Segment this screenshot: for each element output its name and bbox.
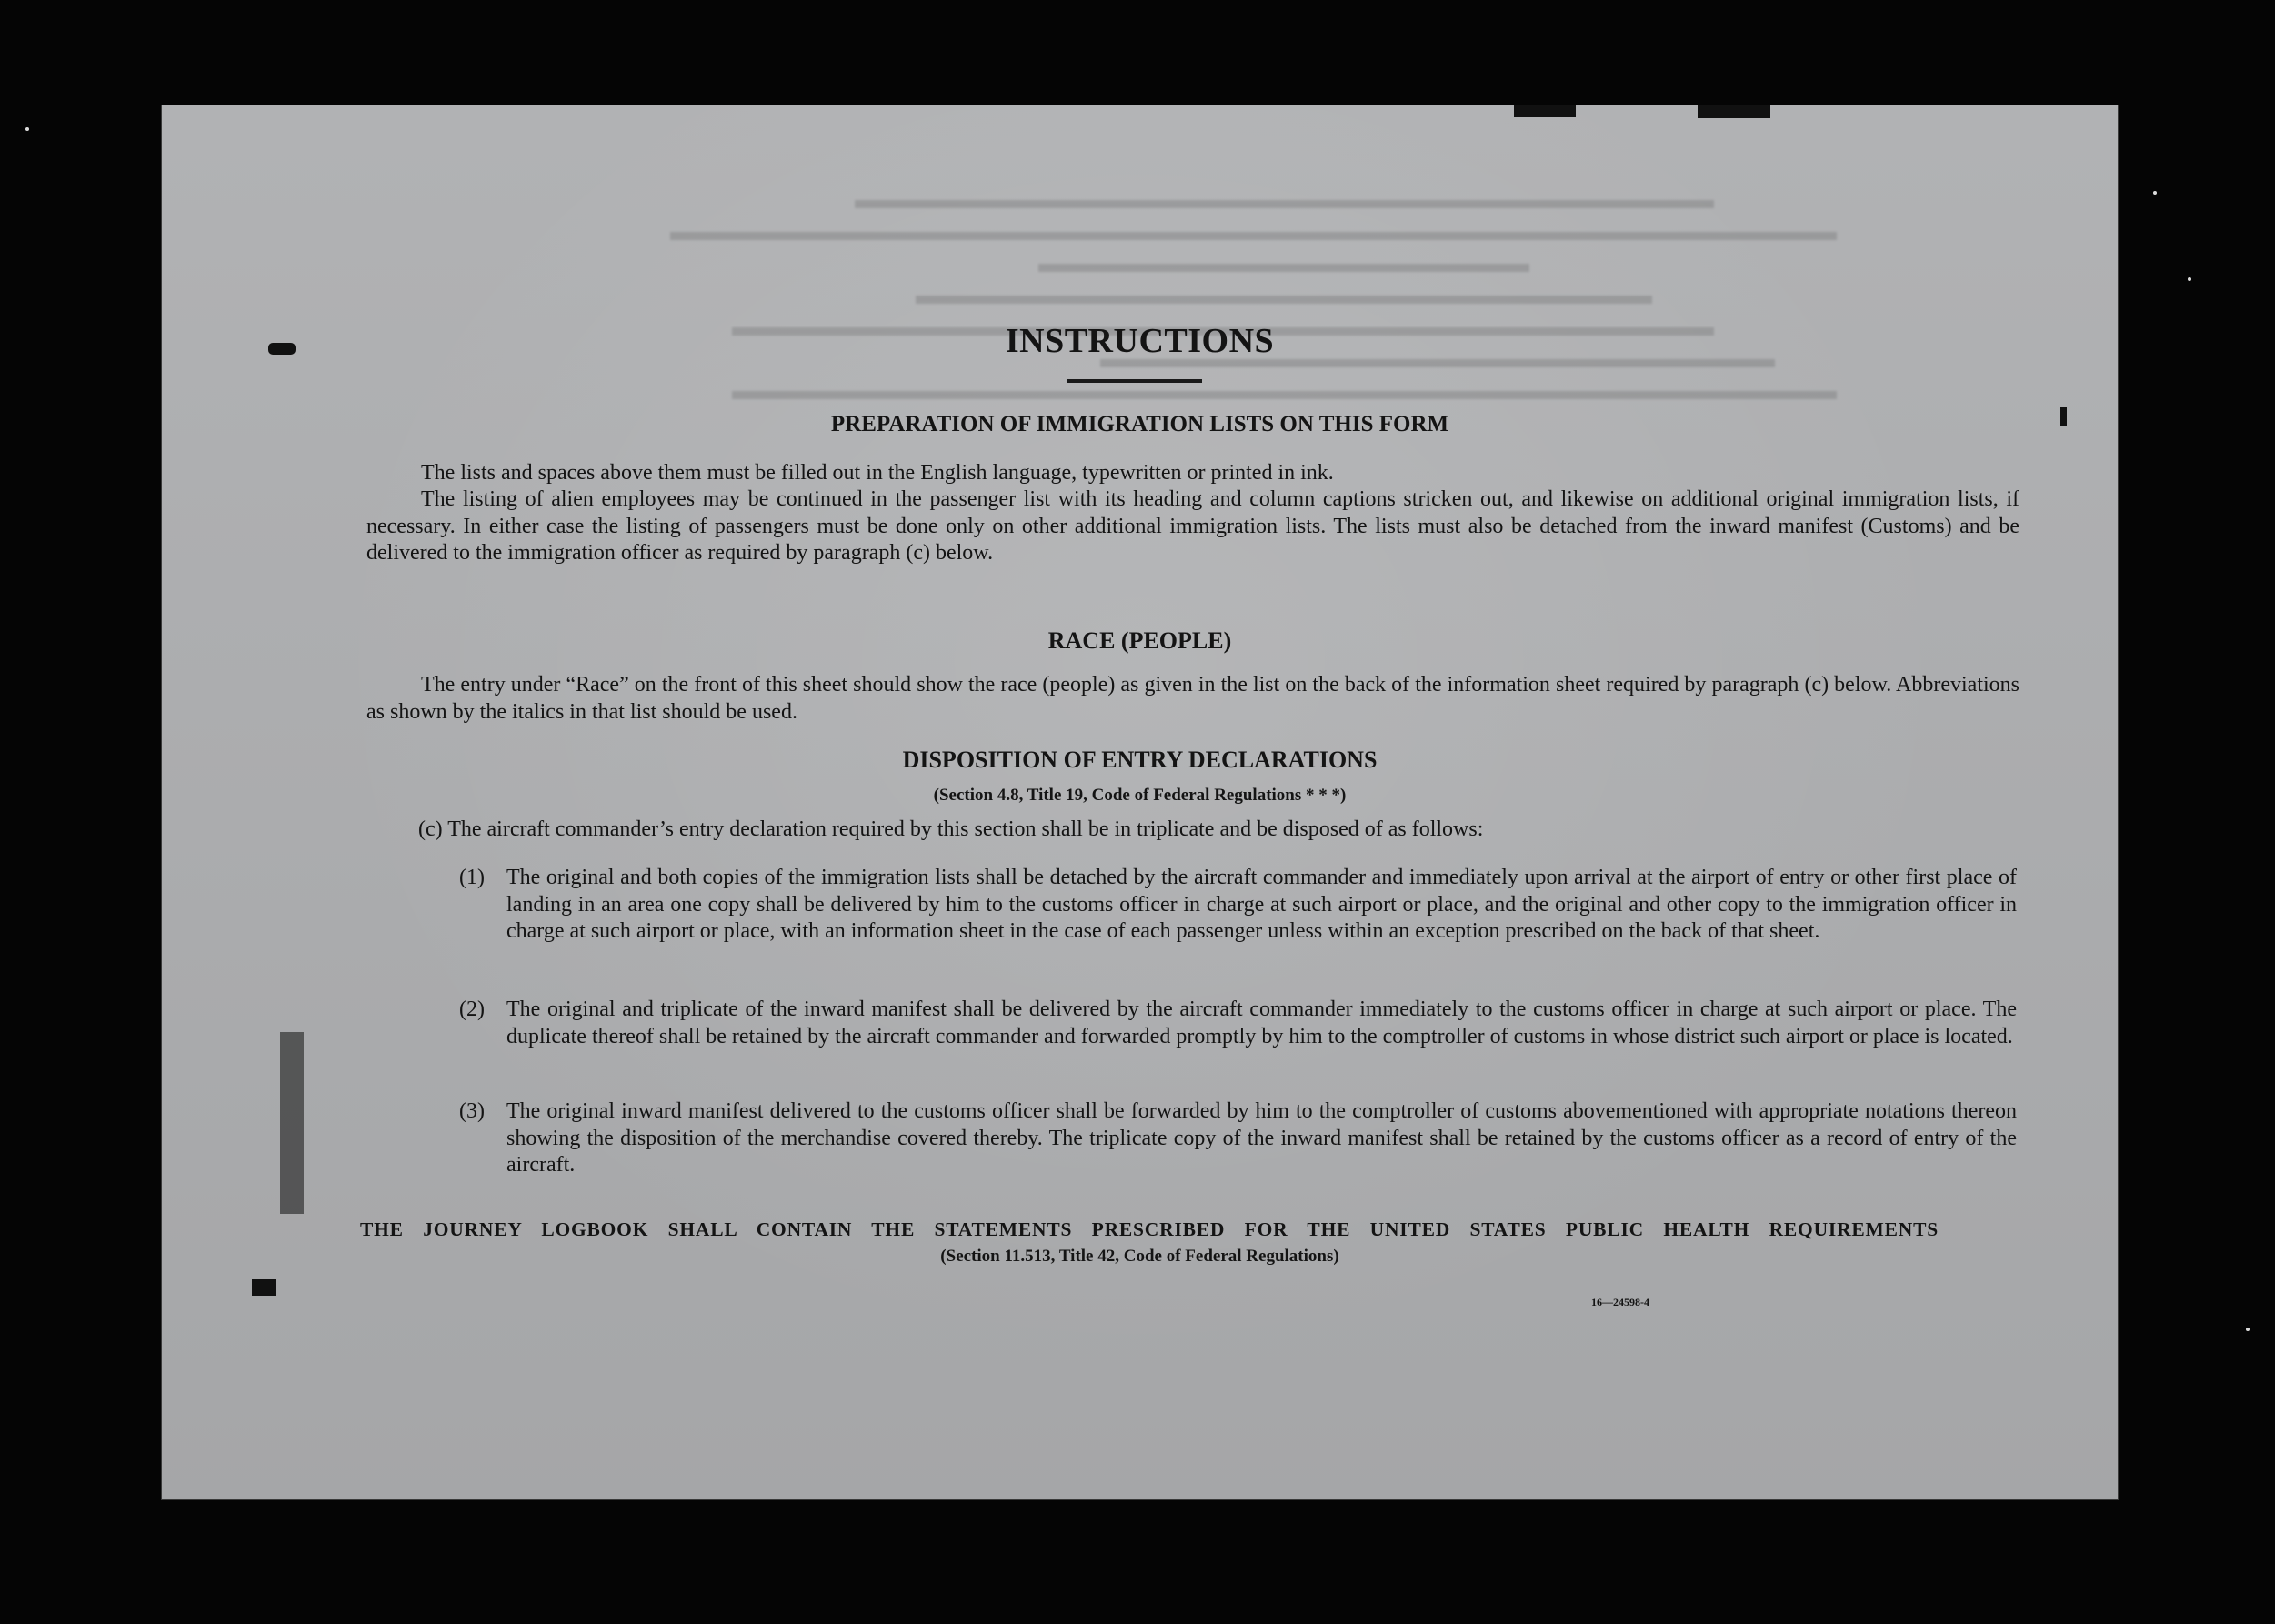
race-paragraph	[366, 672, 2019, 726]
preparation-paragraph-2-text: The listing of alien employees may be continued in the passenger list with its heading and column captions stricken out, and likewise on additional original immigration lists, if necessary. In either case the listing of passengers must be done only on other additional immigration lists. The lists must also be detached from the inward manifest (Customs) and be delivered to the immigration officer as required by paragraph (c) below.	[366, 487, 2019, 565]
disposition-intro: (c) The aircraft commander’s entry declaration required by this section shall be in triplicate and be disposed of as follows:	[418, 817, 1484, 841]
item-number: (2)	[459, 997, 485, 1021]
item-text: The original inward manifest delivered to the customs officer shall be forwarded by him to the comptroller of customs abovementioned with appropriate notations thereon showing the disposition of the merchandise covered thereby. The triplicate copy of the inward manifest shall be retained by the customs officer as a record of entry of the aircraft.	[506, 1099, 2017, 1177]
preparation-paragraph-1	[366, 460, 2019, 487]
item-text: The original and triplicate of the inward manifest shall be delivered by the aircraft commander immediately to the customs officer in charge at such airport or place. The duplicate thereof shall be retained by the aircraft commander and forwarded promptly by him to the comptroller of customs in whose district such airport or place is located.	[506, 997, 2017, 1048]
item-number: (1)	[459, 866, 485, 889]
form-number: 16—24598-4	[1591, 1296, 1649, 1308]
ink-blot-mark	[252, 1279, 276, 1296]
disposition-item-3	[459, 1098, 2017, 1179]
scan-speck	[2153, 191, 2157, 195]
preparation-paragraph-1-text: The lists and spaces above them must be filled out in the English language, typewritten or printed in ink.	[421, 461, 1334, 485]
footer-citation: (Section 11.513, Title 42, Code of Federal Regulations)	[940, 1247, 1339, 1266]
disposition-subheading: (Section 4.8, Title 19, Code of Federal Regulations * * *)	[933, 786, 1347, 805]
item-text: The original and both copies of the immigration lists shall be detached by the aircraft commander and immediately upon arrival at the airport of entry or other first place of landing in an area one copy shall be delivered by him to the customs officer in charge at such airport or place, and the original and other copy to the immigration officer in charge at such airport or place, with an information sheet in the case of each passenger unless within an exception prescribed on the back of that sheet.	[506, 866, 2017, 943]
document-content	[161, 105, 2119, 1500]
disposition-item-2	[459, 997, 2017, 1050]
torn-edge-mark	[1514, 105, 1576, 117]
disposition-heading: DISPOSITION OF ENTRY DECLARATIONS	[902, 747, 1378, 773]
race-paragraph-text: The entry under “Race” on the front of this sheet should show the race (people) as given in the list on the back of the information sheet required by paragraph (c) below. Abbreviations as shown by the italics in that list should be used.	[366, 673, 2019, 724]
footer-statement: THE JOURNEY LOGBOOK SHALL CONTAIN THE STATEMENTS PRESCRIBED FOR THE UNITED STATES PUBLIC HEALTH REQUIREMENTS	[360, 1218, 1939, 1240]
race-heading: RACE (PEOPLE)	[1047, 627, 1232, 654]
preparation-heading: PREPARATION OF IMMIGRATION LISTS ON THIS FORM	[830, 412, 1449, 436]
scan-speck	[2188, 277, 2191, 281]
binding-hole-mark	[2060, 407, 2067, 426]
torn-edge-mark	[1698, 105, 1770, 118]
scan-speck	[2246, 1328, 2250, 1331]
ink-blot-mark	[268, 343, 296, 355]
title-underline	[1067, 379, 1202, 383]
binding-stain-mark	[280, 1032, 304, 1214]
document-sheet	[161, 105, 2119, 1500]
document-title: INSTRUCTIONS	[1005, 322, 1275, 360]
preparation-paragraph-2	[366, 486, 2019, 567]
disposition-item-1	[459, 865, 2017, 946]
scan-speck	[25, 127, 29, 131]
item-number: (3)	[459, 1099, 485, 1123]
